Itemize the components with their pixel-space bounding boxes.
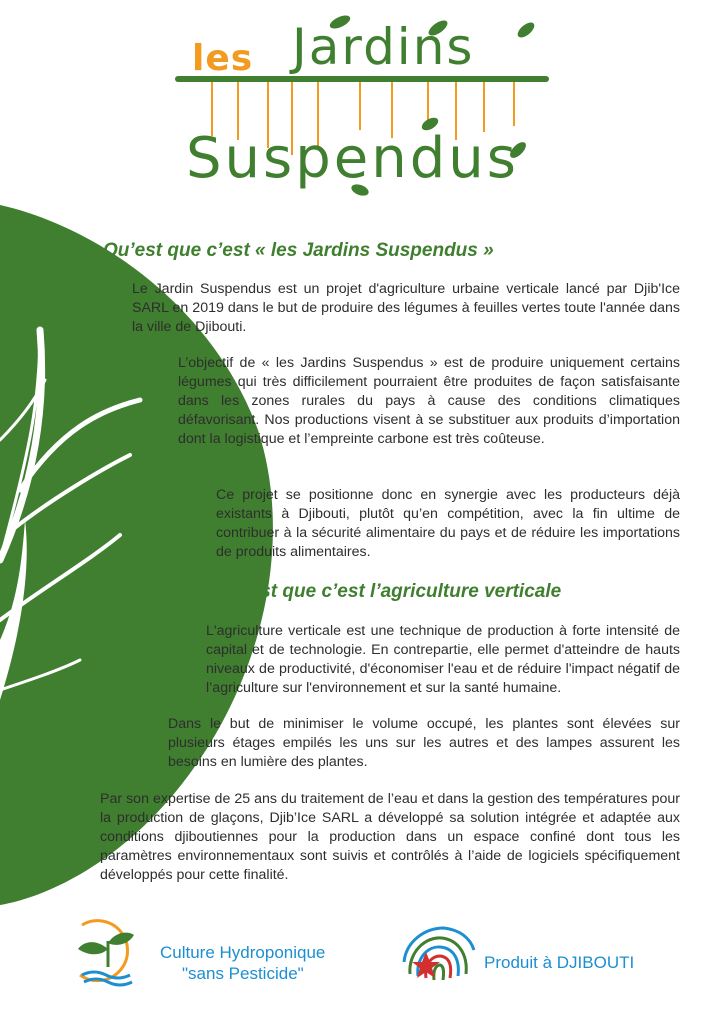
sprout-icon [72, 915, 144, 995]
badge-djibouti [400, 918, 670, 998]
badge-djibouti-label: Produit à DJIBOUTI [484, 953, 635, 972]
paragraph-synergie: Ce projet se positionne donc en synergie avec les producteurs déjà existants à Djibouti, plutôt qu’en compétition, avec la fin ultime de contribuer à la sécurité alimentaire du pays et de réduire les importations de produits alimentaires. [216, 487, 680, 560]
paragraph-intro: Le Jardin Suspendus est un projet d'agriculture urbaine verticale lancé par Djib'Ice SARL en 2019 dans le but de produire des légumes à feuilles vertes toute l'année dans la ville de Djibouti. [132, 281, 680, 335]
badge-hydro-line1: Culture Hydroponique [160, 943, 326, 962]
logo-jardins: Jardins [292, 18, 475, 76]
section-heading-jardins: Qu’est que c’est « les Jardins Suspendus » [103, 240, 494, 261]
paragraph-definition: L'agriculture verticale est une technique de production à forte intensité de capital et de technologie. En contrepartie, elle permet d'atteindre de hauts niveaux de productivité, d'économiser l'eau et de réduire l'impact négatif de l’agriculture sur l'environnement et sur la santé humaine. [206, 623, 680, 696]
badge-hydroponique [72, 915, 342, 1005]
jardins-suspendus-logo [0, 0, 724, 220]
section-heading-agriculture: Qu’est que c’est l’agriculture verticale [218, 581, 562, 602]
fingerprint-icon [400, 922, 476, 988]
logo-les: les [192, 38, 254, 79]
paragraph-expertise: Par son expertise de 25 ans du traitement de l’eau et dans la gestion des températures pour la production de glaçons, Djib’Ice SARL a développé sa solution intégrée et adaptée aux conditions djiboutiennes pour la production dans un espace confiné dont tous les paramètres environnementaux sont suivis et contrôlés à l’aide de logiciels spécifiquement développés pour cette finalité. [100, 791, 680, 883]
logo-suspendus: Suspendus [186, 126, 519, 191]
paragraph-etages: Dans le but de minimiser le volume occupé, les plantes sont élevées sur plusieurs étages empilés les uns sur les autres et des lampes assurent les besoins en lumière des plantes. [168, 716, 680, 770]
badge-hydro-line2: "sans Pesticide" [182, 964, 304, 983]
paragraph-objectif: L’objectif de « les Jardins Suspendus » est de produire uniquement certains légumes qui très difficilement pourraient être produites de façon satisfaisante dans les zones rurales du pays à cause des conditions climatiques défavorisant. Nos productions visent à se substituer aux produits d’importation dont la logistique et l’empreinte carbone est très coûteuse. [178, 355, 680, 447]
